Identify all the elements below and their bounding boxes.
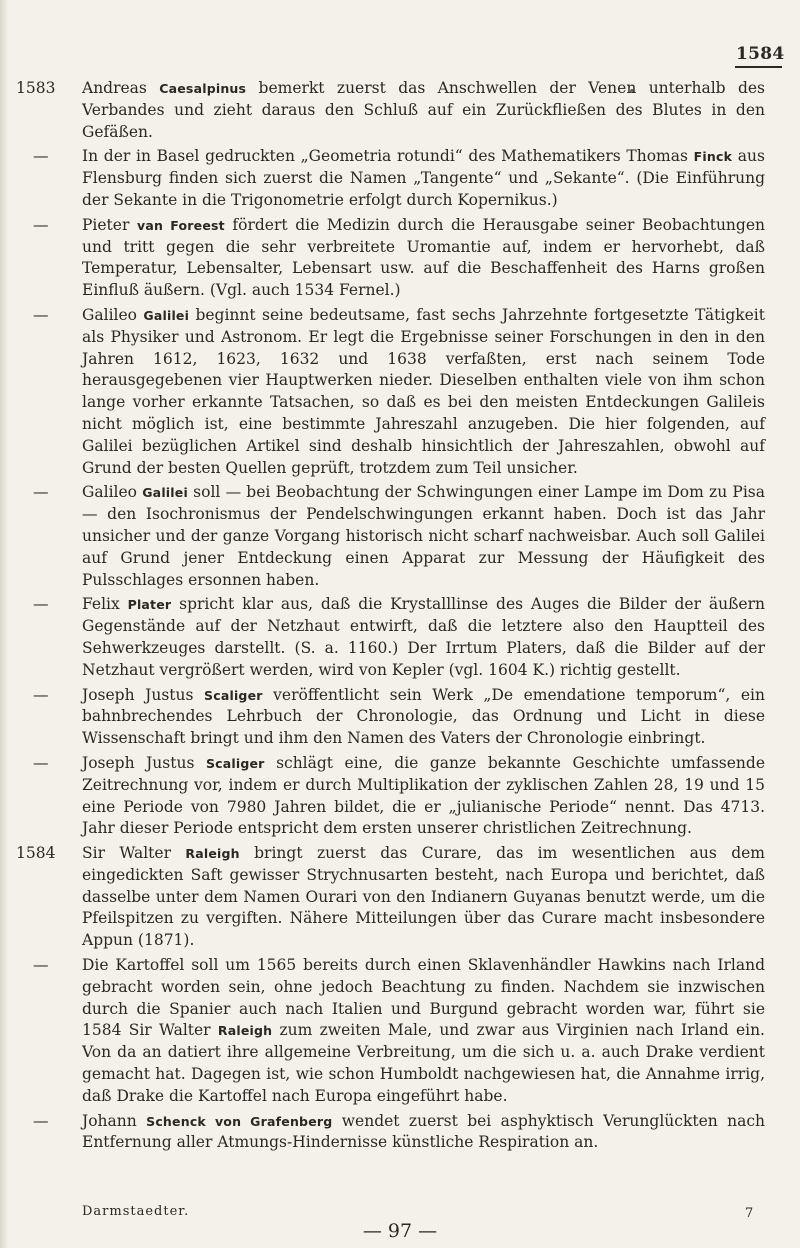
- chronology-entry: [0, 78, 800, 143]
- year-dash-marker: —: [33, 215, 49, 234]
- entry-text: [82, 843, 765, 952]
- year-dash-marker: —: [33, 595, 49, 614]
- page-number: — 97 —: [362, 1220, 438, 1242]
- person-name: Galilei: [142, 485, 188, 501]
- chronology-entry: [0, 685, 800, 750]
- entry-text: [82, 215, 765, 302]
- chronology-entry: [0, 215, 800, 302]
- person-name: Galilei: [143, 307, 190, 323]
- entry-text: [82, 146, 765, 211]
- person-name: Scaliger: [204, 687, 263, 703]
- entry-text: [82, 685, 765, 750]
- year-dash-marker: —: [33, 305, 49, 324]
- entry-text-run: aus Flensburg finden sich zuerst die Namen „Tangente“ und „Sekante“. (Die Einführung der Sekante in die Trigonometrie erfolgt durch Kopernikus.): [82, 147, 765, 209]
- person-name: Finck: [693, 149, 733, 165]
- year-dash-marker: —: [33, 147, 49, 166]
- chronology-entry: [0, 955, 800, 1108]
- person-name: Caesalpinus: [159, 81, 247, 96]
- year-marker: 1583: [16, 79, 56, 97]
- person-name: Schenck von Grafenberg: [146, 1113, 333, 1129]
- entry-text-run: Joseph Justus: [82, 685, 205, 704]
- signature-mark: 7: [745, 1206, 754, 1221]
- chronology-entries: [0, 78, 800, 1157]
- chronology-entry: [0, 594, 800, 681]
- chronology-entry: [0, 482, 800, 591]
- entry-text-run: Johann: [82, 1111, 147, 1130]
- entry-text-run: Pieter: [82, 215, 137, 234]
- entry-text: [82, 78, 765, 143]
- running-head: 1584: [736, 44, 785, 64]
- entry-text: [82, 1111, 765, 1155]
- year-dash-marker: —: [33, 956, 49, 975]
- chronology-entry: [0, 1111, 800, 1155]
- person-name: Raleigh: [185, 846, 240, 862]
- entry-text-run: In der in Basel gedruckten „Geometria rotundi“ des Mathematikers Thomas: [82, 147, 694, 166]
- entry-text-run: spricht klar aus, daß die Krystalllinse des Auges die Bilder der äußern Gegenstände auf der Netzhaut entwirft, daß die letztere also den Hauptteil des Sehwerkzeuges darstellt. (S. a. 1160.) Der Irrtum Platers, daß die Bilder auf der Netzhaut vergrößert werden, wird von Kepler (vgl. 1604 K.) richtig gestellt.: [82, 595, 765, 679]
- entry-text-run: beginnt seine bedeutsame, fast sechs Jahrzehnte fortgesetzte Tätigkeit als Physiker und Astronom. Er legt die Ergebnisse seiner Forschungen in den in den Jahren 1612, 1623, 1632 und 1638 verfaßten, erst nach seinem Tode herausgegebenen vier Hauptwerken nieder. Dieselben enthalten viele von ihm schon lange vorher erkannte Tatsachen, so daß es bei den meisten Entdeckungen Galileis nicht möglich ist, eine bestimmte Jahreszahl anzugeben. Die hier folgenden, auf Galilei bezüglichen Artikel sind deshalb hinsichtlich der Jahreszahlen, obwohl auf Grund der besten Quellen geprüft, trotzdem zum Teil unsicher.: [82, 305, 765, 477]
- entry-text: [82, 753, 765, 840]
- entry-text-run: bemerkt zuerst das Anschwellen der Venen unterhalb des Verbandes und zieht daraus den Schluß auf ein Zurückfließen des Blutes in den Gefäßen.: [82, 79, 765, 141]
- entry-text-run: Die Kartoffel soll um 1565 bereits durch einen Sklavenhändler Hawkins nach Irland gebracht worden sein, ohne jedoch Beachtung zu finden. Nachdem sie inzwischen durch die Spanier auch nach Italien und Burgund gebracht worden war, führt sie 1584 Sir Walter: [82, 956, 765, 1040]
- entry-text-run: Galileo: [82, 483, 143, 502]
- person-name: Raleigh: [217, 1023, 273, 1039]
- year-dash-marker: —: [33, 483, 49, 502]
- running-head-rule: [735, 66, 782, 68]
- year-dash-marker: —: [33, 753, 49, 772]
- entry-text-run: veröffentlicht sein Werk „De emendatione temporum“, ein bahnbrechendes Lehrbuch der Chronologie, das Ordnung und Licht in diese Wissenschaft bringt und ihm den Namen des Vaters der Chronologie einbringt.: [82, 685, 765, 748]
- chronology-entry: [0, 753, 800, 840]
- entry-text: [82, 305, 765, 479]
- entry-text-run: Joseph Justus: [82, 753, 206, 772]
- year-dash-marker: —: [33, 1111, 49, 1130]
- entry-text-run: fördert die Medizin durch die Herausgabe seiner Beobachtungen und tritt gegen die sehr verbreitete Uromantie auf, indem er hervorhebt, daß Temperatur, Lebensalter, Lebensart usw. auf die Beschaffenheit des Harns großen Einfluß äußern. (Vgl. auch 1534 Fernel.): [82, 215, 765, 300]
- person-name: Scaliger: [205, 755, 265, 771]
- chronology-entry: [0, 305, 800, 479]
- person-name: van Foreest: [136, 217, 225, 233]
- entry-text: [82, 955, 765, 1108]
- footer-author: Darmstaedter.: [82, 1204, 190, 1219]
- entry-text-run: soll — bei Beobachtung der Schwingungen einer Lampe im Dom zu Pisa — den Isochronismus der Pendelschwingungen erkannt haben. Doch ist das Jahr unsicher und der ganze Vorgang historisch nicht scharf nachweisbar. Auch soll Galilei auf Grund jener Entdeckung einen Apparat zur Messung der Häufigkeit des Pulsschlages ersonnen haben.: [82, 483, 765, 589]
- entry-text: [82, 594, 765, 681]
- entry-text-run: bringt zuerst das Curare, das im wesentlichen aus dem eingedickten Saft gewisser Strychnusarten besteht, nach Europa und berichtet, daß dasselbe unter dem Namen Ourari von den Indianern Guyanas benutzt werde, um die Pfeilspitzen zu vergiften. Nähere Mitteilungen über das Curare macht insbesondere Appun (1871).: [82, 844, 765, 950]
- entry-text-run: Galileo: [82, 305, 144, 324]
- entry-text: [82, 482, 765, 591]
- chronology-entry: [0, 146, 800, 211]
- entry-text-run: zum zweiten Male, und zwar aus Virginien nach Irland ein. Von da an datiert ihre allgemeine Verbreitung, um die sich u. a. auch Drake verdient gemacht hat. Dagegen ist, wie schon Humboldt nachgewiesen hat, die Annahme irrig, daß Drake die Kartoffel nach Europa eingeführt habe.: [82, 1021, 765, 1105]
- entry-text-run: Sir Walter: [82, 844, 186, 863]
- entry-text-run: Felix: [82, 595, 128, 614]
- chronology-entry: [0, 843, 800, 952]
- person-name: Plater: [127, 597, 172, 613]
- entry-text-run: wendet zuerst bei asphyktisch Verunglückten nach Entfernung aller Atmungs-Hindernisse künstliche Respiration an.: [82, 1111, 765, 1152]
- entry-text-run: Andreas: [82, 79, 160, 97]
- entry-text-run: schlägt eine, die ganze bekannte Geschichte umfassende Zeitrechnung vor, indem er durch Multiplikation der zyklischen Zahlen 28, 19 und 15 eine Periode von 7980 Jahren bildet, die er „julianische Periode“ nennt. Das 4713. Jahr dieser Periode entspricht dem ersten unserer christlichen Zeitrechnung.: [82, 753, 765, 838]
- year-dash-marker: —: [33, 685, 49, 704]
- year-marker: 1584: [16, 844, 56, 863]
